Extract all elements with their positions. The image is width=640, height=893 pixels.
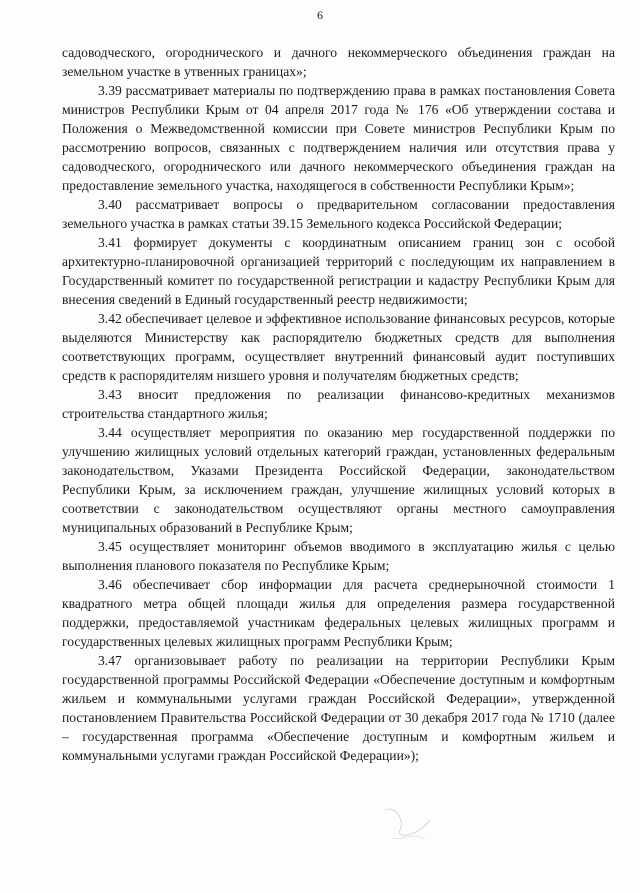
paragraph-3-47: 3.47 организовывает работу по реализации на территории Республики Крым государственной программы Российской Федерации «Обеспечение доступным и комфортным жильем и коммунальными услугами граждан Российской Федерации», утвержденной постановлением Правительства Российской Федерации от 30 декабря 2017 года № 1710 (далее – государственная программа «Обеспечение доступным и комфортным жильем и коммунальными услугами граждан Российской Федерации»); (62, 653, 615, 763)
paragraph-3-42: 3.42 обеспечивает целевое и эффективное использование финансовых ресурсов, которые выделяются Министерству как распорядителю бюджетных средств для выполнения соответствующих программ, осуществляет внутренний финансовый аудит поступивших средств к распорядителям низшего уровня и получателям бюджетных средств; (62, 311, 615, 383)
paragraph-continuation: садоводческого, огороднического и дачного некоммерческого объединения граждан на земельном участке в утвенных границах»; (62, 45, 615, 79)
document-body (62, 43, 615, 765)
paragraph-3-39: 3.39 рассматривает материалы по подтверждению права в рамках постановления Совета министров Республики Крым от 04 апреля 2017 года № 176 «Об утверждении состава и Положения о Межведомственной комиссии при Совете министров Республики Крым по рассмотрению вопросов, связанных с подтверждением наличия или отсутствия права у садоводческого, огороднического или дачного некоммерческого объединения граждан на предоставление земельного участка, находящегося в собственности Республики Крым»; (62, 83, 615, 193)
paragraph-3-41: 3.41 формирует документы с координатным описанием границ зон с особой архитектурно-планировочной организацией территорий с последующим их направлением в Государственный комитет по государственной регистрации и кадастру Республики Крым для внесения сведений в Единый государственный реестр недвижимости; (62, 235, 615, 307)
paragraph-3-40: 3.40 рассматривает вопросы о предварительном согласовании предоставления земельного участка в рамках статьи 39.15 Земельного кодекса Российской Федерации; (62, 197, 615, 231)
page-number: 6 (317, 8, 323, 22)
paragraph-3-46: 3.46 обеспечивает сбор информации для расчета среднерыночной стоимости 1 квадратного метра общей площади жилья для определения размера государственной поддержки, предоставляемой участникам федеральных целевых жилищных программ и государственных целевых жилищных программ Республики Крым; (62, 577, 615, 649)
paragraph-3-45: 3.45 осуществляет мониторинг объемов вводимого в эксплуатацию жилья с целью выполнения планового показателя по Республике Крым; (62, 539, 615, 573)
faint-pen-mark (380, 800, 440, 850)
paragraph-3-44: 3.44 осуществляет мероприятия по оказанию мер государственной поддержки по улучшению жилищных условий отдельных категорий граждан, установленных федеральным законодательством, Указами Президента Российской Федерации, законодательством Республики Крым, за исключением граждан, улучшение жилищных условий которых в соответствии с законодательством осуществляют органы местного самоуправления муниципальных образований в Республике Крым; (62, 425, 615, 535)
paragraph-3-43: 3.43 вносит предложения по реализации финансово-кредитных механизмов строительства стандартного жилья; (62, 387, 615, 421)
